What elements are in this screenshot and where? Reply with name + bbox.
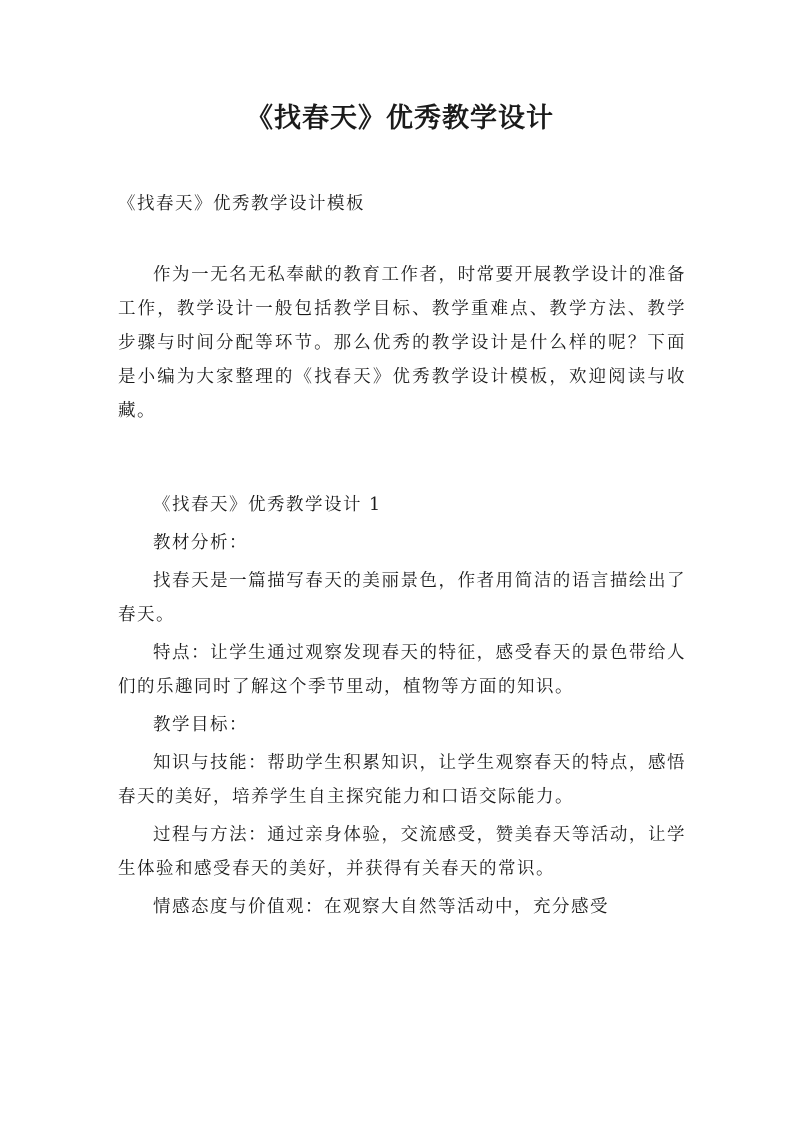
paragraph-teaching-goals-label: 教学目标： [153,715,248,735]
paragraph-material-analysis-label: 教材分析： [153,533,248,553]
paragraph-material-analysis: 找春天是一篇描写春天的美丽景色，作者用简洁的语言描绘出了春天。 [118,571,686,625]
document-subtitle: 《找春天》优秀教学设计模板 [118,194,365,214]
paragraph-process-methods: 过程与方法：通过亲身体验，交流感受，赞美春天等活动，让学生体验和感受春天的美好，并获得有关春天的常识。 [118,825,686,879]
paragraph-knowledge-skills: 知识与技能：帮助学生积累知识，让学生观察春天的特点，感悟春天的美好，培养学生自主探究能力和口语交际能力。 [118,753,686,807]
body-content [118,488,686,928]
intro-paragraph: 作为一无名无私奉献的教育工作者，时常要开展教学设计的准备工作，教学设计一般包括教学目标、教学重难点、教学方法、教学步骤与时间分配等环节。那么优秀的教学设计是什么样的呢？下面是小编为大家整理的《找春天》优秀教学设计模板，欢迎阅读与收藏。 [118,265,686,421]
paragraph-emotion-values: 情感态度与价值观：在观察大自然等活动中，充分感受 [153,897,609,917]
section-heading: 《找春天》优秀教学设计 1 [153,495,382,515]
paragraph-features: 特点：让学生通过观察发现春天的特征，感受春天的景色带给人们的乐趣同时了解这个季节里动，植物等方面的知识。 [118,643,686,697]
document-title: 《找春天》优秀教学设计 [246,103,554,134]
